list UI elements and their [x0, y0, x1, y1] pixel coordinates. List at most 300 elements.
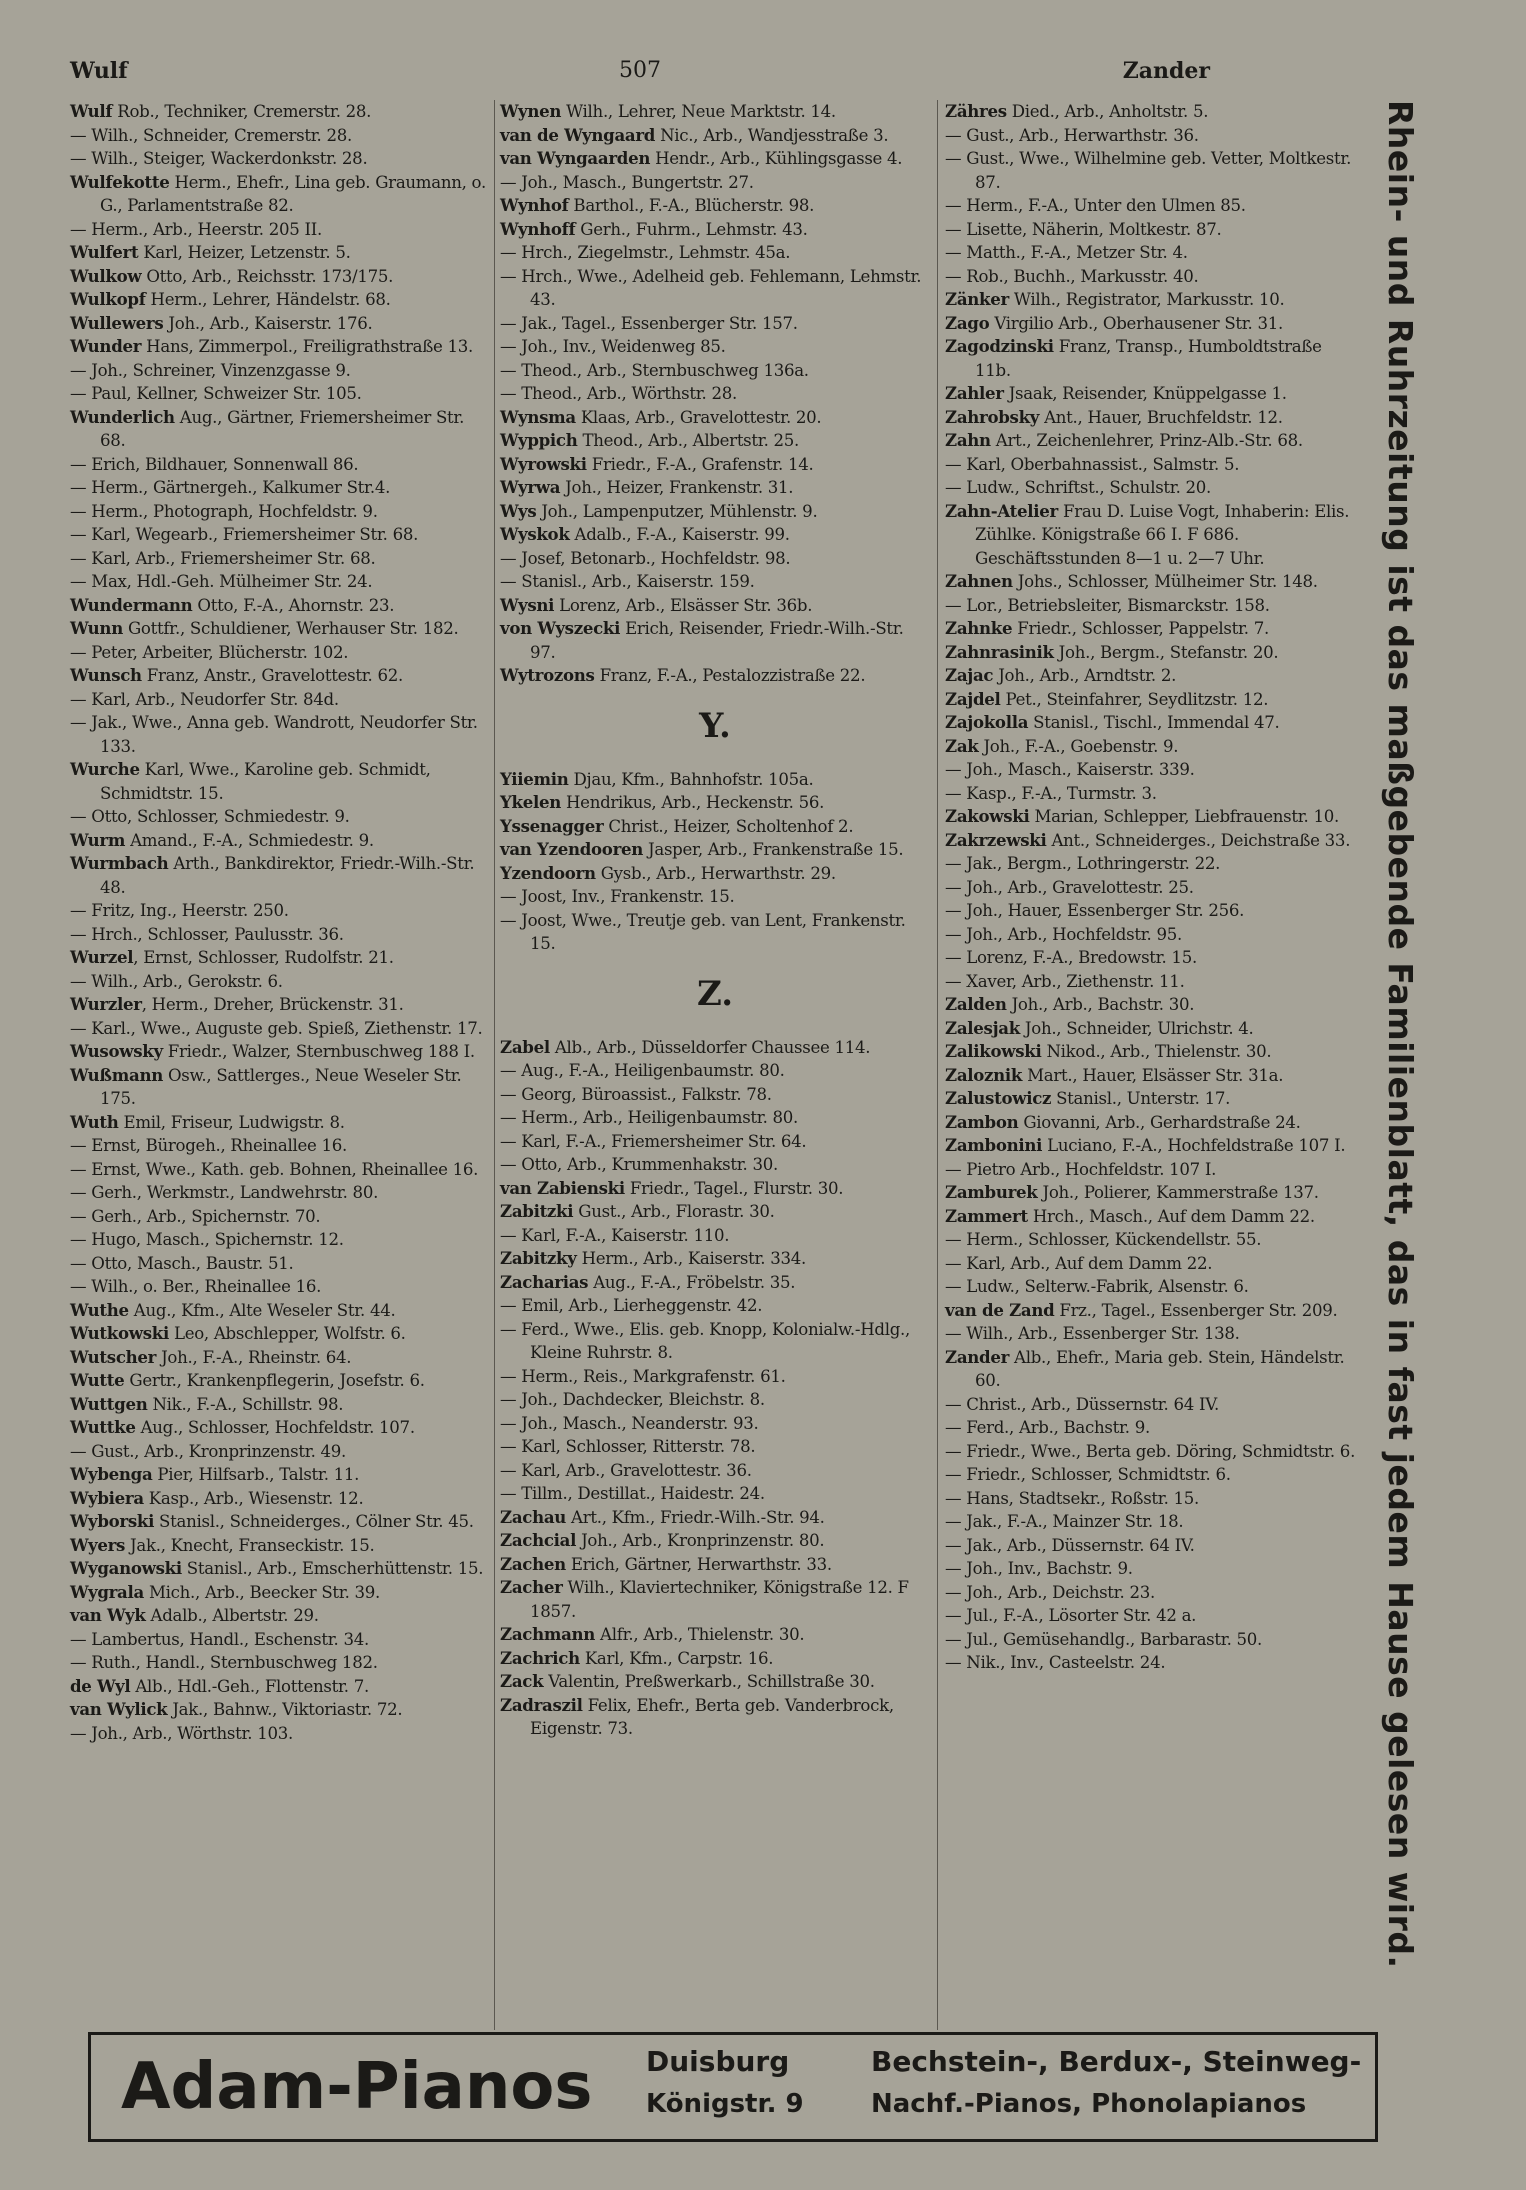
entry-details: — Stanisl., Arb., Kaiserstr. 159. [500, 572, 755, 591]
directory-entry [70, 1158, 490, 1182]
entry-details: — Ferd., Wwe., Elis. geb. Knopp, Kolonialw.-Hdlg., Kleine Ruhrstr. 8. [500, 1319, 910, 1362]
entry-surname: Wyganowski [70, 1558, 182, 1578]
directory-entry [70, 1722, 490, 1746]
entry-details: — Christ., Arb., Düssernstr. 64 IV. [945, 1394, 1219, 1414]
section-letter: Y. [699, 705, 731, 746]
entry-surname: Zack [500, 1671, 544, 1691]
directory-entry [945, 1487, 1360, 1511]
entry-details: Klaas, Arb., Gravelottestr. 20. [575, 407, 822, 427]
entry-details: — Ludw., Selterw.-Fabrik, Alsenstr. 6. [945, 1277, 1249, 1296]
directory-entry [70, 1675, 490, 1699]
directory-entry [70, 241, 490, 265]
directory-entry [500, 406, 930, 430]
entry-surname: Zajdel [945, 688, 1001, 709]
entry-details: Art., Zeichenlehrer, Prinz-Alb.-Str. 68. [990, 431, 1303, 450]
entry-details: — Joh., Arb., Deichstr. 23. [945, 1582, 1155, 1602]
entry-details: — Ferd., Arb., Bachstr. 9. [945, 1418, 1150, 1437]
ad-products: Nachf.-Pianos, Phonolapianos [871, 2089, 1307, 2119]
entry-surname: Wynsma [500, 406, 576, 427]
entry-details: Luciano, F.-A., Hochfeldstraße 107 I. [1042, 1136, 1346, 1155]
directory-entry [500, 171, 930, 195]
entry-details: Herm., Arb., Kaiserstr. 334. [576, 1249, 806, 1268]
entry-surname: Wusowsky [70, 1041, 163, 1061]
directory-entry [500, 838, 930, 862]
entry-details: — Herm., Arb., Heiligenbaumstr. 80. [500, 1108, 799, 1127]
entry-surname: Zachmann [500, 1624, 596, 1644]
entry-details: Valentin, Preßwerkarb., Schillstraße 30. [543, 1672, 875, 1691]
entry-surname: Wuth [70, 1111, 119, 1132]
directory-entry [945, 241, 1360, 265]
entry-surname: Zak [945, 735, 979, 756]
entry-details: — Hans, Stadtsekr., Roßstr. 15. [945, 1488, 1200, 1508]
entry-details: — Theod., Arb., Sternbuschweg 136a. [500, 360, 809, 380]
entry-details: Alb., Hdl.-Geh., Flottenstr. 7. [130, 1676, 369, 1696]
side-banner-text: Rhein- und Ruhrzeitung ist das maßgebende Familienblatt, das in fast jedem Hause gelesen wird. [1381, 100, 1420, 1969]
entry-details: — Joh., Masch., Kaiserstr. 339. [945, 760, 1195, 779]
entry-details: Joh., Lampenputzer, Mühlenstr. 9. [536, 501, 818, 521]
directory-entry [500, 147, 930, 171]
entry-surname: Zakrzewski [945, 829, 1047, 850]
entry-details: Died., Arb., Anholtstr. 5. [1006, 102, 1209, 121]
entry-details: Ant., Schneiderges., Deichstraße 33. [1046, 830, 1351, 850]
entry-details: Nik., F.-A., Schillstr. 98. [147, 1394, 344, 1414]
directory-entry [70, 359, 490, 383]
entry-details: Franz, Anstr., Gravelottestr. 62. [141, 666, 403, 685]
entry-details: Ant., Hauer, Bruchfeldstr. 12. [1039, 407, 1283, 427]
section-letter: Z. [696, 973, 734, 1014]
directory-entry [945, 946, 1360, 970]
ad-city: Duisburg [646, 2045, 790, 2078]
directory-entry [945, 124, 1360, 148]
entry-surname: Zalustowicz [945, 1088, 1052, 1108]
directory-entry [70, 1322, 490, 1346]
entry-details: Otto, Arb., Reichsstr. 173/175. [141, 266, 394, 286]
entry-surname: Wurmbach [70, 853, 169, 873]
entry-details: Erich, Reisender, Friedr.-Wilh.-Str. 97. [530, 619, 904, 662]
directory-entry [70, 547, 490, 571]
entry-details: — Joh., Arb., Gravelottestr. 25. [945, 877, 1194, 897]
page-header [70, 58, 1210, 92]
entry-details: — Gerh., Werkmstr., Landwehrstr. 80. [70, 1183, 379, 1202]
entry-surname: Wulfert [70, 242, 139, 262]
entry-details: — Karl, Wegearb., Friemersheimer Str. 68. [70, 525, 419, 544]
entry-details: — Lor., Betriebsleiter, Bismarckstr. 158. [945, 595, 1270, 615]
directory-entry [500, 453, 930, 477]
entry-surname: Zaloznik [945, 1064, 1023, 1085]
directory-entry [500, 1647, 930, 1671]
directory-entry [70, 1252, 490, 1276]
column-rule [494, 100, 495, 2030]
directory-entry [70, 500, 490, 524]
entry-surname: Wurm [70, 829, 126, 850]
directory-entry [945, 1604, 1360, 1628]
entry-details: Gust., Arb., Florastr. 30. [573, 1202, 775, 1221]
entry-details: Amand., F.-A., Schmiedestr. 9. [125, 830, 374, 850]
directory-entry [70, 1487, 490, 1511]
entry-details: — Ernst, Bürogeh., Rheinallee 16. [70, 1136, 347, 1155]
entry-details: — Ludw., Schriftst., Schulstr. 20. [945, 478, 1212, 497]
directory-entry [945, 1416, 1360, 1440]
entry-details: Lorenz, Arb., Elsässer Str. 36b. [554, 595, 813, 615]
directory-entry [70, 1346, 490, 1370]
directory-entry [500, 1482, 930, 1506]
directory-entry [500, 1459, 930, 1483]
directory-entry [945, 570, 1360, 594]
entry-surname: Zander [945, 1346, 1010, 1367]
directory-entry [70, 1510, 490, 1534]
directory-entry [945, 641, 1360, 665]
directory-entry [500, 1130, 930, 1154]
entry-surname: Wybiera [70, 1487, 144, 1508]
entry-surname: Zahn-Atelier [945, 500, 1058, 521]
directory-entry [70, 1134, 490, 1158]
entry-surname: Zamburek [945, 1182, 1038, 1202]
entry-details: Gottfr., Schuldiener, Werhauser Str. 182. [122, 619, 459, 638]
entry-surname: Zahn [945, 430, 991, 450]
entry-details: Rob., Techniker, Cremerstr. 28. [112, 102, 372, 121]
entry-details: Frz., Tagel., Essenberger Str. 209. [1054, 1300, 1338, 1320]
entry-surname: van Zabienski [500, 1177, 625, 1198]
directory-entry [500, 335, 930, 359]
entry-details: — Otto, Arb., Krummenhakstr. 30. [500, 1155, 778, 1174]
directory-entry [945, 100, 1360, 124]
directory-entry [945, 993, 1360, 1017]
entry-details: Barthol., F.-A., Blücherstr. 98. [568, 196, 815, 215]
entry-details: Wilh., Registrator, Markusstr. 10. [1008, 290, 1285, 309]
entry-details: — Tillm., Destillat., Haidestr. 24. [500, 1484, 765, 1503]
directory-entry [70, 711, 490, 758]
entry-details: — Karl, Arb., Neudorfer Str. 84d. [70, 689, 339, 709]
directory-entry [70, 1228, 490, 1252]
entry-details: Joh., Bergm., Stefanstr. 20. [1053, 642, 1279, 662]
entry-details: — Joh., Schreiner, Vinzenzgasse 9. [70, 360, 351, 380]
entry-surname: van Wyngaarden [500, 148, 651, 168]
entry-surname: Wygrala [70, 1581, 144, 1602]
entry-details: — Herm., Reis., Markgrafenstr. 61. [500, 1366, 786, 1386]
entry-surname: Zalikowski [945, 1041, 1042, 1061]
entry-surname: Wurzler [70, 994, 142, 1014]
entry-surname: Wußmann [70, 1064, 163, 1085]
entry-surname: Wyppich [500, 430, 578, 450]
directory-entry [945, 406, 1360, 430]
entry-details: — Aug., F.-A., Heiligenbaumstr. 80. [500, 1061, 785, 1080]
directory-entry [70, 1604, 490, 1628]
directory-entry [945, 1557, 1360, 1581]
entry-details: Pier, Hilfsarb., Talstr. 11. [152, 1465, 360, 1484]
entry-details: Pet., Steinfahrer, Seydlitzstr. 12. [1000, 689, 1269, 709]
directory-entry [500, 218, 930, 242]
entry-details: — Xaver, Arb., Ziethenstr. 11. [945, 971, 1185, 991]
entry-details: — Peter, Arbeiter, Blücherstr. 102. [70, 642, 349, 662]
entry-surname: Zagodzinski [945, 336, 1054, 356]
entry-details: Karl, Heizer, Letzenstr. 5. [138, 243, 351, 262]
entry-details: Marian, Schlepper, Liebfrauenstr. 10. [1029, 807, 1339, 826]
entry-surname: Yiiemin [500, 768, 569, 789]
directory-entry [70, 312, 490, 336]
directory-entry [500, 1529, 930, 1553]
entry-surname: Wysni [500, 594, 555, 615]
directory-entry [945, 1510, 1360, 1534]
directory-entry [945, 429, 1360, 453]
entry-details: Karl, Wwe., Karoline geb. Schmidt, Schmidtstr. 15. [100, 760, 431, 803]
entry-details: Herm., Ehefr., Lina geb. Graumann, o. G., Parlamentstraße 82. [100, 172, 486, 215]
entry-details: Jak., Knecht, Franseckistr. 15. [125, 1535, 375, 1555]
entry-details: — Jak., Bergm., Lothringerstr. 22. [945, 854, 1221, 873]
entry-details: Giovanni, Arb., Gerhardstraße 24. [1018, 1112, 1301, 1132]
entry-details: Adalb., F.-A., Kaiserstr. 99. [569, 525, 790, 544]
entry-details: — Georg, Büroassist., Falkstr. 78. [500, 1084, 772, 1104]
directory-entry [70, 970, 490, 994]
entry-details: Gerh., Fuhrm., Lehmstr. 43. [575, 219, 808, 239]
directory-entry [70, 594, 490, 618]
directory-entry [945, 1228, 1360, 1252]
directory-entry [500, 909, 930, 956]
entry-details: — Karl, Arb., Friemersheimer Str. 68. [70, 548, 376, 568]
entry-surname: Wurzel [70, 947, 134, 967]
side-banner [1380, 100, 1460, 2060]
entry-surname: Wunn [70, 618, 123, 638]
entry-details: — Wilh., Schneider, Cremerstr. 28. [70, 125, 352, 145]
entry-details: — Friedr., Wwe., Berta geb. Döring, Schmidtstr. 6. [945, 1441, 1356, 1461]
entry-details: Johs., Schlosser, Mülheimer Str. 148. [1012, 572, 1318, 591]
directory-entry [70, 1299, 490, 1323]
entry-details: Jasper, Arb., Frankenstraße 15. [643, 840, 904, 859]
entry-details: — Karl, Arb., Auf dem Damm 22. [945, 1253, 1213, 1273]
entry-surname: Zadraszil [500, 1694, 583, 1715]
directory-entry [945, 1628, 1360, 1652]
directory-entry [945, 500, 1360, 571]
directory-entry [500, 1435, 930, 1459]
entry-details: Mich., Arb., Beecker Str. 39. [143, 1582, 381, 1602]
entry-surname: Wulfekotte [70, 171, 170, 192]
entry-details: Hans, Zimmerpol., Freiligrathstraße 13. [141, 337, 473, 356]
entry-details: Nikod., Arb., Thielenstr. 30. [1041, 1042, 1272, 1061]
entry-details: — Matth., F.-A., Metzer Str. 4. [945, 243, 1188, 262]
directory-entry [70, 124, 490, 148]
entry-details: — Lambertus, Handl., Eschenstr. 34. [70, 1629, 369, 1649]
directory-entry [945, 594, 1360, 618]
entry-surname: van Wylick [70, 1699, 168, 1719]
advertisement [88, 2032, 1378, 2142]
directory-entry [70, 288, 490, 312]
entry-details: Osw., Sattlerges., Neue Weseler Str. 175. [100, 1065, 462, 1108]
directory-entry [500, 1694, 930, 1741]
entry-details: Djau, Kfm., Bahnhofstr. 105a. [568, 769, 814, 789]
entry-surname: Wyskok [500, 524, 570, 544]
directory-entry [500, 265, 930, 312]
entry-surname: Yssenagger [500, 815, 604, 836]
directory-entry [70, 1111, 490, 1135]
directory-entry [70, 1369, 490, 1393]
directory-entry [70, 946, 490, 970]
entry-surname: Wutte [70, 1370, 125, 1390]
entry-surname: Zahler [945, 383, 1004, 403]
entry-details: — Wilh., Arb., Gerokstr. 6. [70, 971, 283, 991]
entry-surname: Zahrobsky [945, 406, 1040, 427]
directory-entry [945, 1134, 1360, 1158]
entry-surname: Zänker [945, 289, 1009, 309]
directory-entry [70, 453, 490, 477]
entry-details: Arth., Bankdirektor, Friedr.-Wilh.-Str. 48. [100, 854, 475, 897]
entry-details: — Ruth., Handl., Sternbuschweg 182. [70, 1653, 378, 1672]
directory-entry [70, 382, 490, 406]
entry-details: Stanisl., Schneiderges., Cölner Str. 45. [154, 1512, 474, 1531]
entry-details: — Gust., Wwe., Wilhelmine geb. Vetter, Moltkestr. 87. [945, 149, 1352, 192]
entry-details: Erich, Gärtner, Herwarthstr. 33. [565, 1554, 832, 1574]
entry-surname: Wynhoff [500, 218, 576, 239]
entry-details: Aug., Kfm., Alte Weseler Str. 44. [128, 1300, 396, 1320]
entry-surname: Wutkowski [70, 1323, 169, 1343]
page-number: 507 [619, 58, 661, 83]
directory-entry [70, 1534, 490, 1558]
entry-details: — Wilh., Steiger, Wackerdonkstr. 28. [70, 149, 368, 168]
directory-entry [500, 1271, 930, 1295]
directory-entry [500, 1506, 930, 1530]
entry-surname: Wybenga [70, 1464, 153, 1484]
directory-entry [945, 1064, 1360, 1088]
entry-details: — Hrch., Wwe., Adelheid geb. Fehlemann, Lehmstr. 43. [500, 266, 922, 309]
directory-entry [500, 1412, 930, 1436]
column-2 [500, 100, 930, 1741]
entry-details: Frau D. Luise Vogt, Inhaberin: Elis. Zühlke. Königstraße 66 I. F 686. Geschäftsstunden 8—1 u. 2—7 Uhr. [975, 501, 1350, 568]
entry-details: Friedr., Walzer, Sternbuschweg 188 I. [162, 1042, 475, 1061]
directory-entry [70, 829, 490, 853]
directory-entry [945, 758, 1360, 782]
directory-entry [500, 1670, 930, 1694]
entry-details: Jak., Bahnw., Viktoriastr. 72. [167, 1700, 403, 1719]
entry-details: Karl, Kfm., Carpstr. 16. [579, 1648, 774, 1668]
header-left-keyword: Wulf [70, 58, 128, 84]
entry-details: — Hrch., Ziegelmstr., Lehmstr. 45a. [500, 243, 791, 262]
directory-entry [70, 1064, 490, 1111]
entry-details: Alfr., Arb., Thielenstr. 30. [595, 1625, 805, 1644]
directory-entry [500, 476, 930, 500]
directory-entry [945, 923, 1360, 947]
directory-entry [500, 1318, 930, 1365]
entry-surname: Wyrowski [500, 453, 587, 474]
directory-entry [945, 617, 1360, 641]
directory-entry [500, 1106, 930, 1130]
entry-surname: Zammert [945, 1205, 1028, 1226]
directory-entry [945, 1534, 1360, 1558]
entry-surname: Zacharias [500, 1271, 589, 1292]
directory-entry [945, 1205, 1360, 1229]
directory-entry [945, 1581, 1360, 1605]
ad-street: Königstr. 9 [646, 2089, 804, 2119]
directory-entry [945, 1111, 1360, 1135]
entry-details: — Kasp., F.-A., Turmstr. 3. [945, 783, 1157, 803]
entry-details: — Karl, F.-A., Kaiserstr. 110. [500, 1225, 730, 1245]
entry-surname: Ykelen [500, 792, 562, 812]
directory-entry [70, 570, 490, 594]
directory-entry [945, 453, 1360, 477]
directory-entry [945, 1275, 1360, 1299]
entry-details: — Karl, Arb., Gravelottestr. 36. [500, 1460, 752, 1480]
directory-entry [945, 265, 1360, 289]
entry-details: Nic., Arb., Wandjesstraße 3. [655, 125, 889, 145]
directory-entry [945, 1087, 1360, 1111]
directory-entry [70, 1581, 490, 1605]
entry-details: — Joh., Masch., Neanderstr. 93. [500, 1413, 759, 1433]
entry-surname: Wunderlich [70, 406, 175, 427]
entry-details: — Wilh., Arb., Essenberger Str. 138. [945, 1324, 1240, 1343]
entry-details: Joh., F.-A., Rheinstr. 64. [156, 1347, 352, 1367]
entry-details: Stanisl., Unterstr. 17. [1051, 1089, 1231, 1108]
entry-surname: Zachau [500, 1506, 567, 1527]
directory-entry [500, 791, 930, 815]
directory-entry [500, 1177, 930, 1201]
directory-entry [945, 805, 1360, 829]
directory-entry [500, 862, 930, 886]
entry-details: Aug., Schlosser, Hochfeldstr. 107. [135, 1418, 415, 1437]
entry-details: — Gust., Arb., Kronprinzenstr. 49. [70, 1441, 347, 1461]
entry-surname: Wynen [500, 101, 562, 121]
directory-entry [945, 1393, 1360, 1417]
entry-details: Friedr., F.-A., Grafenstr. 14. [586, 454, 814, 474]
entry-details: Leo, Abschlepper, Wolfstr. 6. [169, 1324, 406, 1343]
directory-entry [945, 1252, 1360, 1276]
entry-details: — Jul., F.-A., Lösorter Str. 42 a. [945, 1606, 1197, 1625]
directory-entry [70, 1040, 490, 1064]
directory-entry [70, 1181, 490, 1205]
directory-entry [500, 312, 930, 336]
entry-details: Joh., Arb., Arndtstr. 2. [993, 666, 1177, 685]
entry-details: — Joh., Inv., Weidenweg 85. [500, 337, 726, 356]
directory-entry [945, 1040, 1360, 1064]
directory-entry [945, 1158, 1360, 1182]
entry-surname: Zago [945, 312, 990, 333]
entry-details: Felix, Ehefr., Berta geb. Vanderbrock, Eigenstr. 73. [530, 1695, 894, 1738]
directory-entry [500, 1200, 930, 1224]
directory-entry [70, 100, 490, 124]
directory-entry [945, 711, 1360, 735]
directory-entry [945, 335, 1360, 382]
entry-details: Franz, Transp., Humboldtstraße 11b. [975, 337, 1322, 380]
entry-details: — Max, Hdl.-Geh. Mülheimer Str. 24. [70, 572, 373, 591]
entry-details: Joh., Schneider, Ulrichstr. 4. [1019, 1018, 1254, 1038]
ad-company-name: Adam-Pianos [121, 2050, 593, 2124]
entry-details: Joh., Arb., Bachstr. 30. [1006, 995, 1195, 1014]
entry-details: — Herm., Schlosser, Kückendellstr. 55. [945, 1230, 1262, 1249]
directory-entry [500, 1576, 930, 1623]
entry-surname: Wyborski [70, 1511, 155, 1531]
column-1 [70, 100, 490, 1745]
entry-details: — Jul., Gemüsehandlg., Barbarastr. 50. [945, 1629, 1263, 1649]
entry-details: — Theod., Arb., Wörthstr. 28. [500, 384, 737, 403]
directory-entry [70, 1205, 490, 1229]
directory-entry [945, 970, 1360, 994]
entry-details: — Joh., Arb., Hochfeldstr. 95. [945, 924, 1182, 944]
entry-details: Otto, F.-A., Ahornstr. 23. [192, 595, 395, 615]
entry-details: — Ernst, Wwe., Kath. geb. Bohnen, Rheinallee 16. [70, 1159, 479, 1179]
entry-surname: de Wyl [70, 1675, 131, 1696]
directory-entry [70, 617, 490, 641]
entry-details: — Hugo, Masch., Spichernstr. 12. [70, 1230, 344, 1249]
directory-entry [70, 218, 490, 242]
entry-details: — Karl, F.-A., Friemersheimer Str. 64. [500, 1131, 807, 1151]
entry-details: Friedr., Schlosser, Pappelstr. 7. [1012, 619, 1269, 638]
entry-details: — Jak., F.-A., Mainzer Str. 18. [945, 1512, 1184, 1531]
entry-surname: Zähres [945, 101, 1007, 121]
column-rule [937, 100, 938, 2030]
entry-details: Aug., F.-A., Fröbelstr. 35. [588, 1272, 796, 1292]
entry-surname: Wullewers [70, 312, 164, 333]
entry-details: — Otto, Schlosser, Schmiedestr. 9. [70, 807, 350, 826]
entry-details: — Emil, Arb., Lierheggenstr. 42. [500, 1296, 763, 1315]
directory-entry [945, 829, 1360, 853]
directory-entry [500, 124, 930, 148]
entry-surname: Wuttke [70, 1417, 136, 1437]
